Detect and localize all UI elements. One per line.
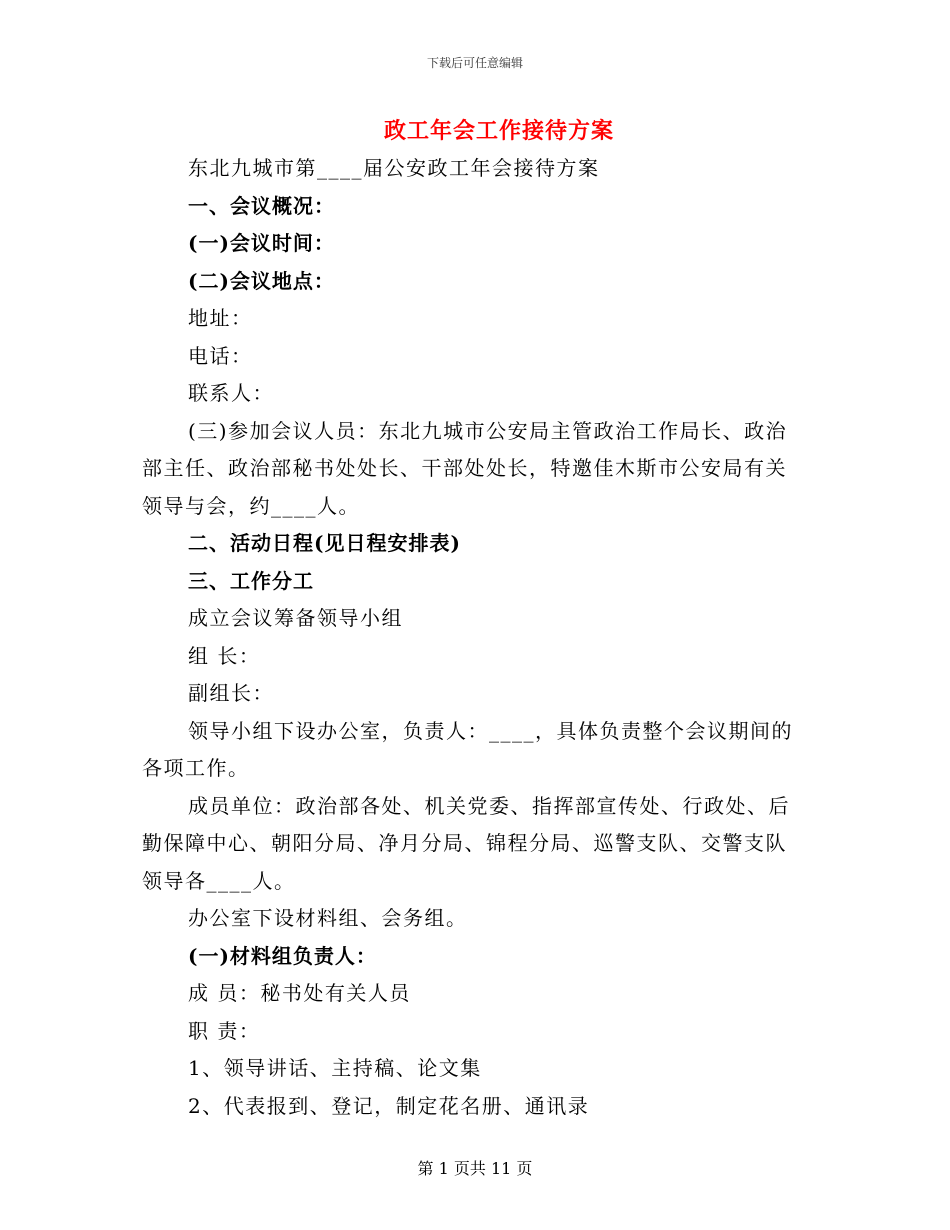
paragraph: 1、领导讲话、主持稿、论文集 (188, 1056, 482, 1080)
paragraph: 副组长： (188, 681, 274, 705)
paragraph: (一)会议时间： (188, 231, 335, 255)
paragraph: 二、活动日程(见日程安排表) (188, 531, 461, 555)
header-note: 下载后可任意编辑 (426, 56, 523, 70)
document-title: 政工年会工作接待方案 (383, 118, 614, 144)
paragraph: 成立会议筹备领导小组 (188, 606, 403, 630)
paragraph: 领导小组下设办公室，负责人：____，具体负责整个会议期间的各项工作。 (142, 718, 793, 780)
paragraph: 成 员：秘书处有关人员 (188, 981, 411, 1005)
paragraph: 2、代表报到、登记，制定花名册、通讯录 (188, 1093, 590, 1118)
page-footer: 第 1 页共 11 页 (417, 1159, 533, 1178)
paragraph: 办公室下设材料组、会务组。 (188, 906, 468, 930)
paragraph: 地址： (188, 306, 253, 330)
paragraph: 东北九城市第____届公安政工年会接待方案 (188, 156, 600, 180)
paragraph: (三)参加会议人员：东北九城市公安局主管政治工作局长、政治部主任、政治部秘书处处长、干部处处长，特邀佳木斯市公安局有关领导与会，约____人。 (142, 418, 788, 518)
paragraph: 职 责： (188, 1018, 261, 1043)
paragraph: 三、工作分工 (188, 568, 314, 593)
paragraph: (二)会议地点： (188, 268, 335, 293)
paragraph: 一、会议概况： (188, 193, 335, 218)
paragraph: 成员单位：政治部各处、机关党委、指挥部宣传处、行政处、后勤保障中心、朝阳分局、净月分局、锦程分局、巡警支队、交警支队领导各____人。 (142, 793, 790, 893)
document-body (142, 150, 802, 1125)
paragraph: 联系人： (188, 381, 274, 405)
paragraph: 电话： (188, 343, 253, 368)
paragraph: (一)材料组负责人： (188, 943, 377, 968)
paragraph: 组 长： (188, 643, 261, 668)
